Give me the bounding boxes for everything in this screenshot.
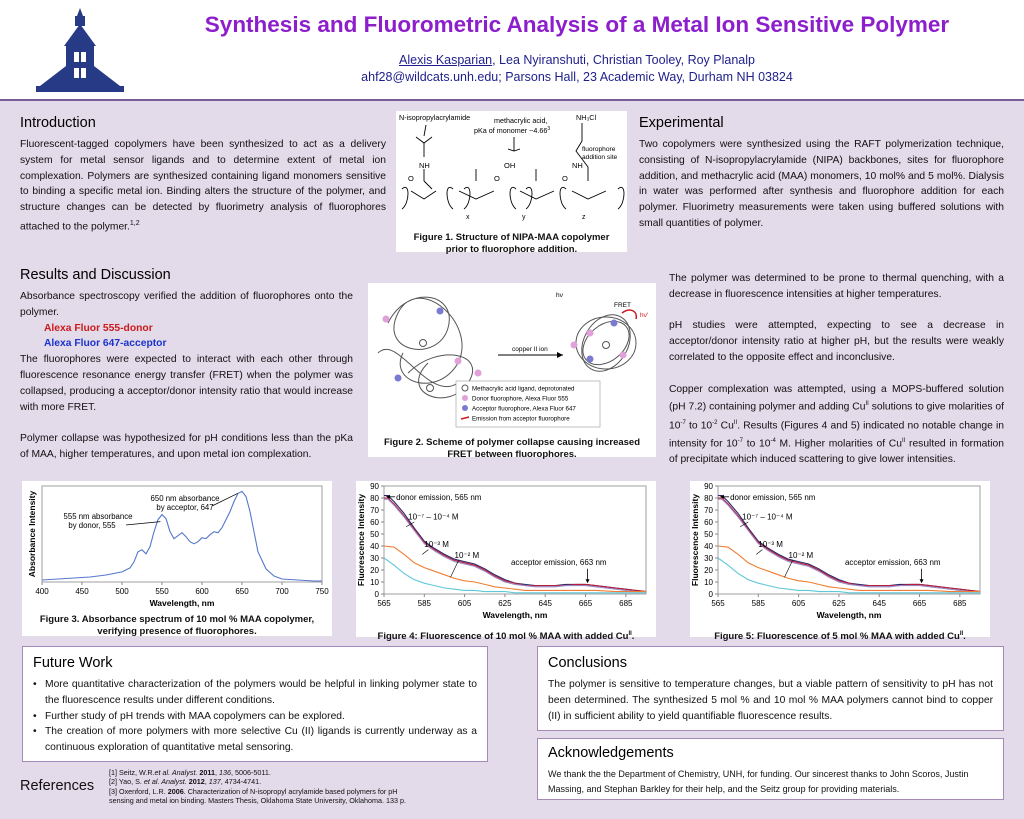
y-axis-label: Fluorescence Intensity: [690, 493, 700, 587]
results-heading: Results and Discussion: [20, 267, 171, 283]
x-tick-label: 500: [115, 587, 129, 596]
figure-4: [356, 481, 656, 643]
y-tick-label: 90: [370, 482, 379, 491]
maa-label-1: methacrylic acid,: [494, 116, 548, 125]
experimental-section: [639, 115, 1004, 232]
reference-3-cont: sensing and metal ion binding. Masters Thesis, Oklahoma State University, Oklahoma. 133 p.: [109, 796, 406, 806]
x-tick-label: 625: [498, 599, 512, 608]
legend-acceptor: Acceptor fluorophore, Alexa Fluor 647: [472, 405, 576, 413]
copolymer-structure: [396, 111, 627, 221]
figure-5-caption: Figure 5: Fluorescence of 5 mol % MAA with added $Cu^{II}$.: [714, 631, 966, 643]
future-work-section: [22, 646, 488, 762]
y-tick-label: 90: [704, 482, 713, 491]
x-tick-label: 600: [195, 587, 209, 596]
oh-label: OH: [504, 161, 516, 170]
y-tick-label: 80: [704, 494, 713, 503]
figure-1: [396, 111, 627, 255]
y-tick-label: 60: [704, 518, 713, 527]
fluorescence-10mol-chart: [356, 481, 656, 623]
poster-header: [0, 0, 1024, 101]
acknowledgements-heading: Acknowledgements: [548, 745, 674, 761]
molarity-label-high: 10⁻² M: [788, 551, 814, 560]
hv-label: hν: [556, 292, 563, 299]
conclusions-section: [537, 646, 1004, 731]
donor-marker: [383, 316, 390, 323]
nh3cl-label: NH₃Cl: [576, 113, 597, 122]
future-work-heading: Future Work: [33, 655, 113, 671]
copper-complexation-text: Copper complexation was attempted, using a MOPS-buffered solution (pH 7.2) containing polymer and adding $Cu^{II}$ solutions to give molarities of $10^{-7}$ to $10^{-2}$ $Cu^{II}$. Results (Figures 4 and 5) indicated no notable change in intensity for $10^{-7}$ to $10^{-4}$ M. Higher molarities of $Cu^{II}$ resulted in formation of precipitate which induced scattering to give lower intensities.: [669, 383, 1005, 466]
molarity-pointer: [451, 560, 459, 577]
donor-emission-label: donor emission, 565 nm: [396, 493, 482, 502]
ligand-marker: [420, 340, 427, 347]
reference-1: [1] Seitz, W.R.et al. Analyst. 2011, 136, 5006-5011.: [109, 768, 271, 777]
introduction-body: Fluorescent-tagged copolymers have been synthesized to act as a delivery system for metal sensor ligands and to determine extent of metal ion complexation. Polymers are synthesized containing ligand monomers sensitive to binding a specific metal ion. Binding alters the structure of the polymer, and structure changes can be detected by fluorimetry analysis of fluorophores attached to the polymer.: [20, 139, 386, 233]
figure-2-caption-line2: FRET between fluorophores.: [447, 449, 577, 460]
figure-1-caption: [396, 232, 627, 256]
y-axis-label: Fluorescence Intensity: [356, 493, 366, 587]
figure-4-caption: Figure 4: Fluorescence of 10 mol % MAA with added $Cu^{II}$.: [377, 631, 635, 643]
figure-3-caption-line1: Figure 3. Absorbance spectrum of 10 mol % MAA copolymer,: [39, 614, 315, 625]
author-line: [130, 53, 1024, 67]
experimental-text: Two copolymers were synthesized using the RAFT polymerization technique, consisting of N-isopropylacrylamide (NIPA) backbones, sites for fluorophore addition, and methacrylic acid (MAA) monomers, 10 mol% and 5 mol%. Dialysis in water was performed after synthesis and fluorophore addition for each polymer. Fluorimetry measurements were taken using buffered solutions with small quantities of polymer.: [639, 139, 1004, 229]
future-work-item: • More quantitative characterization of the polymers would be helpful in linking polymer state to the fluorescence results under different conditions.: [33, 677, 477, 709]
affiliation: ahf28@wildcats.unh.edu; Parsons Hall, 23 Academic Way, Durham NH 03824: [361, 70, 793, 84]
conclusions-heading: Conclusions: [548, 655, 627, 671]
unh-tower-logo: [34, 6, 126, 96]
experimental-heading: Experimental: [639, 115, 724, 131]
y-tick-label: 40: [370, 542, 379, 551]
x-tick-label: 650: [235, 587, 249, 596]
x-tick-label: 625: [832, 599, 846, 608]
figure-2-caption: [368, 437, 656, 461]
y-tick-label: 70: [704, 506, 713, 515]
x-tick-label: 645: [538, 599, 552, 608]
figure-3-caption-line2: verifying presence of fluorophores.: [97, 626, 257, 637]
x-tick-label: 450: [75, 587, 89, 596]
x-tick-label: 550: [155, 587, 169, 596]
x-tick-label: 750: [315, 587, 329, 596]
nipa-label: N-isopropylacrylamide: [399, 113, 471, 122]
fluorophore-label-1: fluorophore: [582, 146, 616, 153]
annotation-acceptor-2: by acceptor, 647: [156, 503, 214, 512]
x-tick-label: 585: [751, 599, 765, 608]
y-tick-label: 30: [704, 554, 713, 563]
x-tick-label: 665: [912, 599, 927, 608]
ph-studies-text: pH studies were attempted, expecting to see a decrease in acceptor/donor intensity ratio at higher pH, but the results were weakly correlated to the opposite effect and inconclusive.: [669, 320, 1004, 363]
results-p3: Polymer collapse was hypothesized for pH conditions less than the pKa of MAA, higher temperatures, and upon metal ion complexation.: [20, 433, 353, 460]
y-tick-label: 10: [704, 578, 713, 587]
acceptor-marker: [587, 356, 594, 363]
x-tick-label: 400: [35, 587, 49, 596]
results-continued: [669, 271, 1004, 468]
future-work-item: • The creation of more polymers with more selective Cu (II) ligands is currently underway as a continuous exploration of quantitative metal sensoring.: [33, 724, 477, 756]
thermal-quenching-text: The polymer was determined to be prone to thermal quenching, with a decrease in fluorescence intensities at higher temperatures.: [669, 273, 1004, 300]
x-tick-label: 665: [578, 599, 593, 608]
y-tick-label: 0: [708, 590, 713, 599]
y-subscript: y: [522, 214, 526, 221]
molarity-pointer: [756, 550, 762, 555]
ligand-marker: [427, 385, 434, 392]
x-tick-label: 565: [711, 599, 725, 608]
y-tick-label: 50: [704, 530, 713, 539]
molarity-label-low: 10⁻⁷ – 10⁻⁴ M: [408, 512, 459, 522]
nh-label-1: NH: [419, 161, 430, 170]
reference-2: [2] Yao, S. et al. Analyst. 2012, 137, 4734-4741.: [109, 777, 262, 787]
x-tick-label: 685: [619, 599, 633, 608]
x-tick-label: 685: [953, 599, 967, 608]
nh-label-2: NH: [572, 161, 583, 170]
donor-marker: [455, 358, 462, 365]
x-tick-label: 605: [791, 599, 806, 608]
acknowledgements-text: We thank the the Department of Chemistry, UNH, for funding. Our sincerest thanks to John Scoros, Justin Massing, and Stephan Barkley for their help, and the Seitz group for providing materials.: [548, 769, 969, 794]
figure-2: [368, 283, 656, 460]
y-tick-label: 70: [370, 506, 379, 515]
donor-emission-label: donor emission, 565 nm: [730, 493, 816, 502]
figure-5: [690, 481, 990, 643]
introduction-text: [20, 137, 386, 235]
o-label-1: O: [408, 174, 414, 183]
donor-marker: [620, 352, 627, 359]
results-p2: The fluorophores were expected to interact with each other through fluorescence resonance energy transfer (FRET) when the polymer was collapsed, producing a acceptor/donor intensity ratio that would increase with more FRET.: [20, 354, 353, 413]
acceptor-emission-label: acceptor emission, 663 nm: [844, 558, 941, 568]
legend-ligand: Methacrylic acid ligand, deprotonated: [472, 385, 575, 393]
donor-label: Alexa Fluor 555-donor: [44, 322, 153, 334]
hv-emission-label: hν': [640, 312, 649, 319]
molarity-label-mid: 10⁻³ M: [758, 540, 783, 550]
y-tick-label: 10: [370, 578, 379, 587]
x-tick-label: 565: [377, 599, 391, 608]
molarity-pointer: [785, 560, 793, 577]
maa-label-2: pKa of monomer ~4.66$^3$: [474, 126, 551, 135]
coauthors: , Lea Nyiranshuti, Christian Tooley, Roy Planalp: [492, 53, 755, 67]
z-subscript: z: [582, 214, 586, 221]
molarity-label-high: 10⁻² M: [454, 551, 480, 560]
x-tick-label: 585: [417, 599, 431, 608]
x-subscript: x: [466, 214, 470, 221]
x-axis-label: Wavelength, nm: [149, 598, 215, 608]
y-tick-label: 50: [370, 530, 379, 539]
poster-title: Synthesis and Fluorometric Analysis of a Metal Ion Sensitive Polymer: [204, 12, 950, 37]
legend-emission: Emission from acceptor fluorophore: [472, 415, 570, 423]
fret-scheme: [368, 283, 656, 428]
y-tick-label: 40: [704, 542, 713, 551]
introduction-section: [20, 115, 386, 235]
conclusions-text: The polymer is sensitive to temperature changes, but a viable pattern of sensitivity to pH has not been determined. The synthesized 5 mol % and 10 mol % MAA polymers cannot bind to copper (II) in sufficient ability to yield quantifiable fluorescence results.: [548, 679, 993, 722]
acceptor-label: Alexa Fluor 647-acceptor: [44, 338, 167, 350]
x-tick-label: 605: [457, 599, 472, 608]
figure-1-caption-line1: Figure 1. Structure of NIPA-MAA copolymer: [413, 232, 610, 243]
fluorescence-5mol-chart: [690, 481, 990, 623]
y-tick-label: 80: [370, 494, 379, 503]
annotation-donor-1: 555 nm absorbance: [63, 512, 133, 521]
molarity-label-low: 10⁻⁷ – 10⁻⁴ M: [742, 512, 793, 522]
donor-marker: [571, 342, 578, 349]
series-line: [718, 496, 980, 592]
y-tick-label: 60: [370, 518, 379, 527]
fret-label: FRET: [614, 302, 631, 309]
annotation-donor-2: by donor, 555: [68, 521, 116, 530]
legend-donor: Donor fluorophore, Alexa Fluor 555: [472, 395, 569, 403]
acceptor-marker: [395, 375, 402, 382]
references-list: [109, 768, 489, 806]
o-label-2: O: [494, 174, 500, 183]
reference-3: [3] Oxenford, L.R. 2006. Characterization of N-isopropyl acrylamide based polymers for pH: [109, 786, 398, 796]
annotation-pointer: [126, 522, 160, 525]
o-label-3: O: [562, 174, 568, 183]
figure-1-caption-line2: prior to fluorophore addition.: [445, 244, 578, 255]
fluorophore-label-2: addition site: [582, 154, 618, 161]
annotation-acceptor-1: 650 nm absorbance: [150, 494, 220, 503]
donor-marker: [475, 370, 482, 377]
future-work-list: [33, 677, 477, 756]
acknowledgements-section: [537, 738, 1004, 800]
acceptor-marker: [611, 320, 618, 327]
results-section: [20, 267, 353, 463]
results-p1: Absorbance spectroscopy verified the addition of fluorophores onto the polymer.: [20, 291, 353, 318]
molarity-label-mid: 10⁻³ M: [424, 540, 449, 550]
x-axis-label: Wavelength, nm: [482, 610, 548, 620]
introduction-cite: 1,2: [129, 219, 140, 227]
figure-3: [22, 481, 332, 636]
x-tick-label: 645: [872, 599, 886, 608]
x-axis-label: Wavelength, nm: [816, 610, 882, 620]
y-tick-label: 20: [704, 566, 713, 575]
presenting-author[interactable]: Alexis Kasparian: [399, 53, 493, 67]
series-line: [384, 496, 646, 592]
y-axis-label: Absorbance Intensity: [27, 490, 37, 578]
absorbance-chart: [22, 481, 332, 609]
molarity-pointer: [422, 550, 428, 555]
acceptor-emission-label: acceptor emission, 663 nm: [510, 558, 607, 568]
x-tick-label: 700: [275, 587, 289, 596]
figure-3-caption: [22, 614, 332, 638]
ligand-marker: [603, 342, 610, 349]
acceptor-marker: [437, 308, 444, 315]
introduction-heading: Introduction: [20, 115, 96, 131]
donor-marker: [587, 330, 594, 337]
y-tick-label: 30: [370, 554, 379, 563]
figure-2-caption-line1: Figure 2. Scheme of polymer collapse causing increased: [383, 437, 641, 448]
y-tick-label: 20: [370, 566, 379, 575]
references-heading: References: [20, 778, 95, 794]
copper-ion-label: copper II ion: [512, 346, 548, 353]
y-tick-label: 0: [374, 590, 379, 599]
future-work-item: • Further study of pH trends with MAA copolymers can be explored.: [33, 709, 477, 725]
